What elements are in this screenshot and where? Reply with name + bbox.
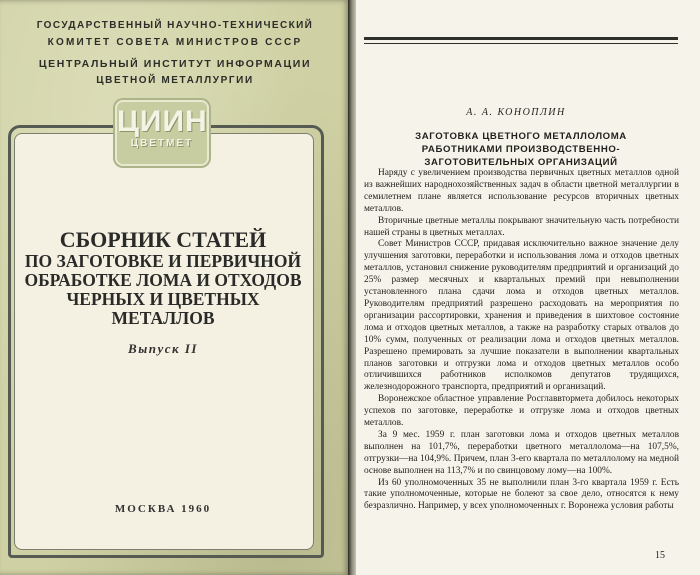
article-body xyxy=(364,168,679,513)
article-page xyxy=(356,0,700,575)
header-rule xyxy=(364,37,678,40)
paragraph: Наряду с увеличением производства первичных цветных металлов одной из важнейших народнохозяйственных задач в области цветной металлургии в семилетнем плане является использование ресурсов вторичных цветных металлов. xyxy=(364,168,679,214)
header-rule-thin xyxy=(364,43,678,44)
cover-title-line: СБОРНИК СТАТЕЙ xyxy=(59,227,267,252)
cover-title-line: ОБРАБОТКЕ ЛОМА И ОТХОДОВ xyxy=(24,270,302,290)
publisher-line-1: ГОСУДАРСТВЕННЫЙ НАУЧНО-ТЕХНИЧЕСКИЙ xyxy=(36,20,314,31)
paragraph: Из 60 уполномоченных 35 не выполнили план 3-го квартала 1959 г. Есть такие уполномоченные, которые не болеют за свое дело, относятся к нему безразлично. Например, у всех уполномоченных г. Воронежа условия работы xyxy=(364,477,679,512)
publisher-line-3: ЦЕНТРАЛЬНЫЙ ИНСТИТУТ ИНФОРМАЦИИ xyxy=(38,58,312,70)
article-title-line: ЗАГОТОВИТЕЛЬНЫХ ОРГАНИЗАЦИЙ xyxy=(424,157,618,168)
cover-title-line: ЧЕРНЫХ И ЦВЕТНЫХ xyxy=(66,289,260,309)
city-year: МОСКВА 1960 xyxy=(114,503,212,515)
paragraph: Совет Министров СССР, придавая исключительно важное значение делу улучшения заготовки, переработки и использования лома и отходов цветных металлов, установил снижение руководителям предприятий и организаций до 25% размер месячных и квартальных премий при невыполнении установленного плана сдачи лома и отходов цветных металлов. Руководителям предприятий разрешено расходовать на мероприятия по организации рассортировки, хранения и приведения в шихтовое состояние лома и отходов цветных металлов, а также на разработку старых отвалов до 10% сумм, полученных от реализации лома и отходов цветных металлов. Разрешено премировать за лучшие показатели в выполнении квартальных планов заготовки и отгрузки лома и отходов цветных металлов особо отличившихся работников исполкомов депутатов трудящихся, железнодорожного транспорта, предприятий и организаций. xyxy=(364,239,679,393)
article-title-line: РАБОТНИКАМИ ПРОИЗВОДСТВЕННО- xyxy=(421,144,621,155)
publisher-logo xyxy=(115,100,209,166)
cover-title xyxy=(24,228,302,328)
paragraph: Воронежское областное управление Росглаввтормета добилось некоторых успехов по заготовке, переработке и отгрузке лома и отходов цветных металлов. xyxy=(364,394,679,429)
publisher-line-4: ЦВЕТНОЙ МЕТАЛЛУРГИИ xyxy=(96,75,254,86)
article-author: А. А. КОНОПЛИН xyxy=(466,107,566,118)
logo-mark: ЦИИН xyxy=(117,105,208,138)
cover-title-line: ПО ЗАГОТОВКЕ И ПЕРВИЧНОЙ xyxy=(24,251,302,271)
paragraph: За 9 мес. 1959 г. план заготовки лома и отходов цветных металлов выполнен на 101,7%, переработки цветного металлолома—на 107,5%, отгрузки—на 104,9%. Причем, план 3-его квартала по металлолому на медной основе выполнен на 113,7% и по свинцовому лому—на 100%. xyxy=(364,429,679,476)
article-title xyxy=(364,130,678,169)
logo-caption: ЦВЕТМЕТ xyxy=(130,138,194,149)
publisher-line-2: КОМИТЕТ СОВЕТА МИНИСТРОВ СССР xyxy=(47,37,303,48)
page-number: 15 xyxy=(655,550,665,561)
cover-title-line: МЕТАЛЛОВ xyxy=(111,308,215,328)
issue-number: Выпуск II xyxy=(128,341,198,356)
paragraph: Вторичные цветные металлы покрывают значительную часть потребности нашей страны в цветных металлах. xyxy=(364,215,679,238)
article-title-line: ЗАГОТОВКА ЦВЕТНОГО МЕТАЛЛОЛОМА xyxy=(415,131,627,142)
